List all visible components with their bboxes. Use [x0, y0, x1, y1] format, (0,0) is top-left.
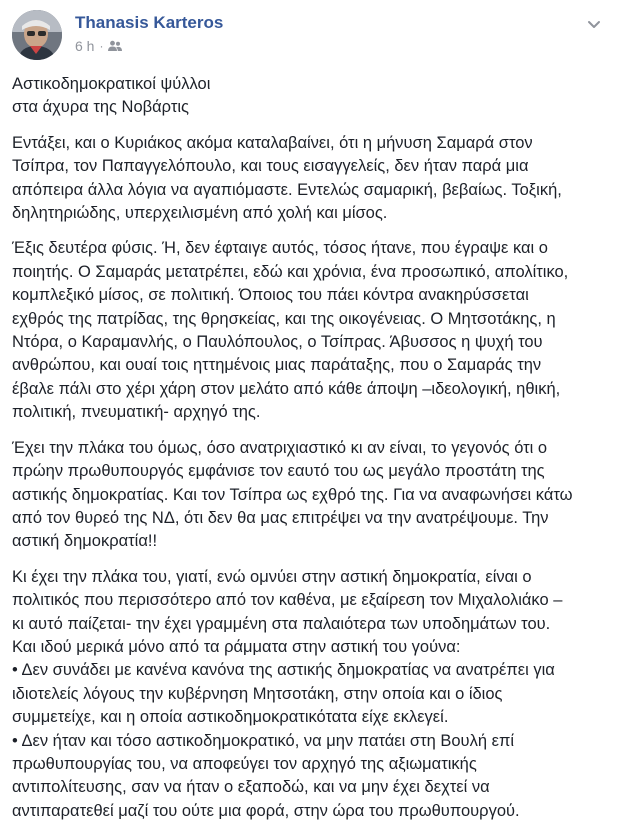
avatar[interactable]	[12, 10, 62, 60]
friends-icon[interactable]	[108, 40, 122, 52]
post-title: Αστικοδημοκρατικοί ψύλλοι στα άχυρα της Νοβάρτις	[12, 75, 211, 117]
post-paragraph-3: Έχει την πλάκα του όμως, όσο ανατριχιαστικό κι αν είναι, το γεγονός ότι ο πρώην πρωθυπουργός εμφάνισε τον εαυτό του ως μεγάλο προστάτη της αστικής δημοκρατίας. Και τον Τσίπρα ως εχθρό της. Για να αναφωνήσει κάτω από τον θυρεό της ΝΔ, ότι δεν θα μας επιτρέψει να την ανατρέψουμε. Την αστική δημοκρατία!!	[12, 438, 573, 551]
post-timestamp[interactable]: 6 h	[75, 38, 95, 54]
author-name[interactable]: Thanasis Karteros	[75, 13, 224, 32]
avatar-photo	[12, 10, 62, 60]
post-header	[12, 10, 606, 60]
post-paragraph-4: Κι έχει την πλάκα του, γιατί, ενώ ομνύει στην αστική δημοκρατία, είναι ο πολιτικός που περισσότερο από τον καθένα, με εξαίρεση τον Μιχαλολιάκο – κι αυτό παίζεται- την έχει γραμμένη στα παλαιότερα των υποδημάτων του. Και ιδού μερικά μόνο από τα ράμματα στην αστική του γούνα: • Δεν συνάδει με κανένα κανόνα της αστικής δημοκρατίας να ανατρέπει για ιδιοτελείς λόγους την κυβέρνηση Μητσοτάκη, στην οποία και ο ίδιος συμμετείχε, και η οποία αστικοδημοκρατικότατα είχε εκλεγεί. • Δεν ήταν και τόσο αστικοδημοκρατικό, να μην πατάει στη Βουλή επί πρωθυπουργίας του, να αποφεύγει τον αρχηγό της αξιωματικής αντιπολίτευσης, σαν να ήταν ο εξαποδώ, και να μην έχει δεχτεί να αντιπαρατεθεί μαζί του ούτε μια φορά, στην ώρα του πρωθυπουργού.	[12, 567, 563, 820]
chevron-down-icon[interactable]	[586, 16, 602, 32]
post-paragraph-1: Εντάξει, και ο Κυριάκος ακόμα καταλαβαίνει, ότι η μήνυση Σαμαρά στον Τσίπρα, τον Παπαγγελόπουλο, και τους εισαγγελείς, δεν ήταν παρά μια απόπειρα άλλα λόγια να αγαπιόμαστε. Εντελώς σαμαρική, βεβαίως. Τοξική, δηλητηριώδης, υπερχειλισμένη από χολή και μίσος.	[12, 133, 562, 223]
post-paragraph-2: Έξις δευτέρα φύσις. Ή, δεν έφταιγε αυτός, τόσος ήτανε, που έγραψε και ο ποιητής. Ο Σαμαράς μετατρέπει, εδώ και χρόνια, ένα προσωπικό, απολίτικο, κομπλεξικό μίσος, σε πολιτική. Όποιος του πάει κόντρα ανακηρύσσεται εχθρός της πατρίδας, της θρησκείας, και της οικογένειας. Ο Μητσοτάκης, η Ντόρα, ο Καραμανλής, ο Παυλόπουλος, ο Τσίπρας. Άβυσσος η ψυχή του ανθρώπου, και ουαί τοις ηττημένοις μιας παράταξης, που ο Σαμαράς την έβαλε πάλι στο χέρι χάρη στον μελάτο από κάθε άποψη –ιδεολογική, ηθική, πολιτική, πνευματική- αρχηγό της.	[12, 239, 569, 422]
post-meta	[75, 38, 122, 54]
meta-separator: ·	[99, 39, 104, 53]
post-body	[12, 73, 602, 835]
